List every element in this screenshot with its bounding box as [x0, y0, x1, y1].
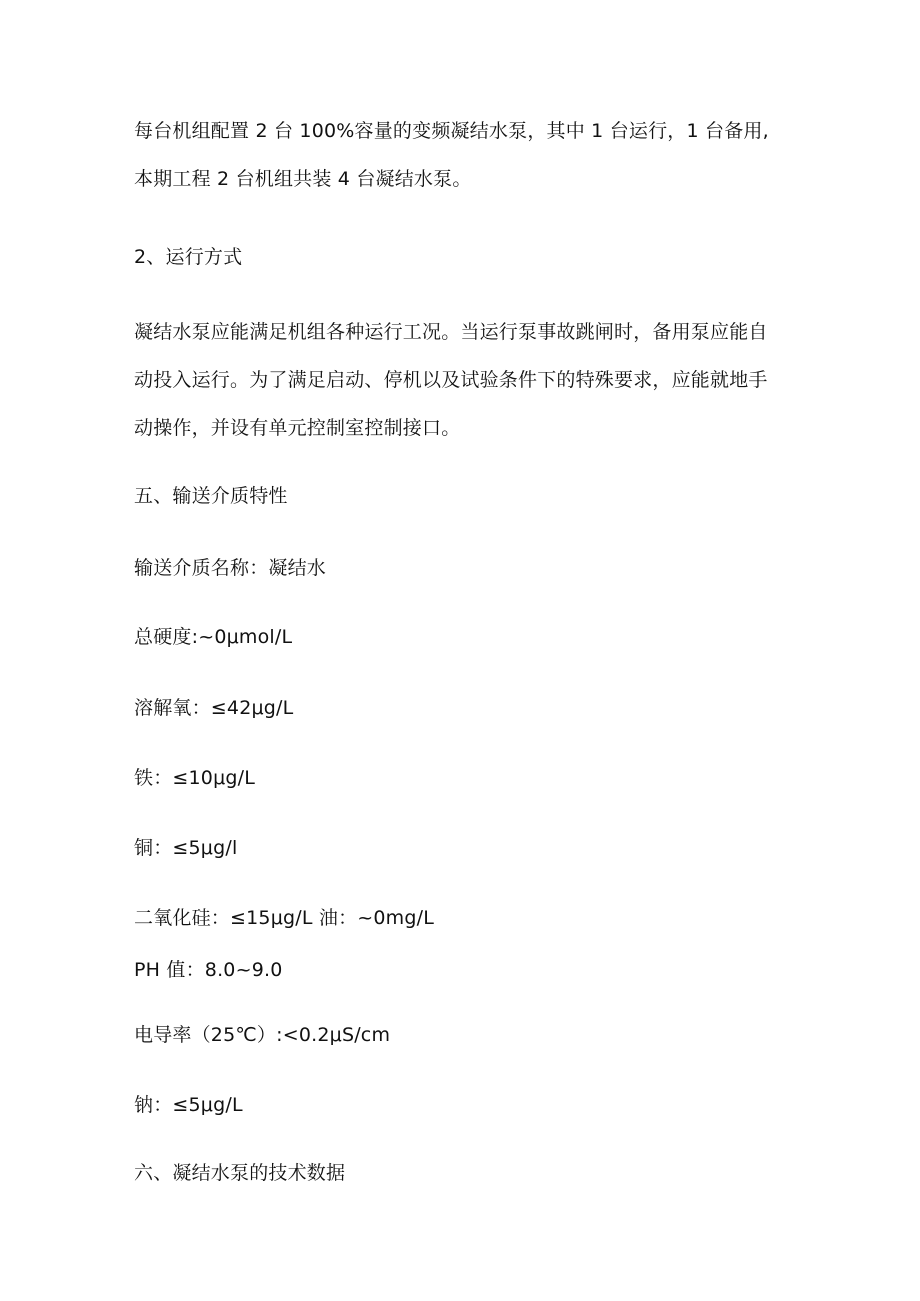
section-heading-pump-technical-data: 六、凝结水泵的技术数据: [134, 1162, 346, 1184]
section-heading-operation-mode: 2、运行方式: [134, 246, 243, 268]
spec-ph-value: PH 值：8.0~9.0: [134, 959, 283, 981]
spec-total-hardness: 总硬度:~0μmol∕L: [134, 626, 293, 648]
paragraph-operation-line-2: 动投入运行。为了满足启动、停机以及试验条件下的特殊要求，应能就地手: [134, 369, 768, 391]
spec-iron: 铁：≤10μg∕L: [134, 767, 256, 789]
paragraph-pump-config-line-2: 本期工程 2 台机组共装 4 台凝结水泵。: [134, 168, 472, 190]
paragraph-operation-line-1: 凝结水泵应能满足机组各种运行工况。当运行泵事故跳闸时，备用泵应能自: [134, 321, 768, 343]
spec-copper: 铜：≤5μg∕l: [134, 837, 238, 859]
spec-sodium: 钠：≤5μg∕L: [134, 1094, 243, 1116]
spec-medium-name: 输送介质名称：凝结水: [134, 557, 327, 579]
spec-dissolved-oxygen: 溶解氧：≤42μg∕L: [134, 697, 294, 719]
paragraph-operation-line-3: 动操作，并设有单元控制室控制接口。: [134, 417, 461, 439]
spec-silica-and-oil: 二氧化硅：≤15μg∕L 油：~0mg∕L: [134, 907, 435, 929]
spec-conductivity: 电导率（25℃）:<0.2μS∕cm: [134, 1024, 391, 1046]
section-heading-medium-characteristics: 五、输送介质特性: [134, 485, 288, 507]
paragraph-pump-config-line-1: 每台机组配置 2 台 100%容量的变频凝结水泵，其中 1 台运行，1 台备用,: [134, 120, 769, 142]
